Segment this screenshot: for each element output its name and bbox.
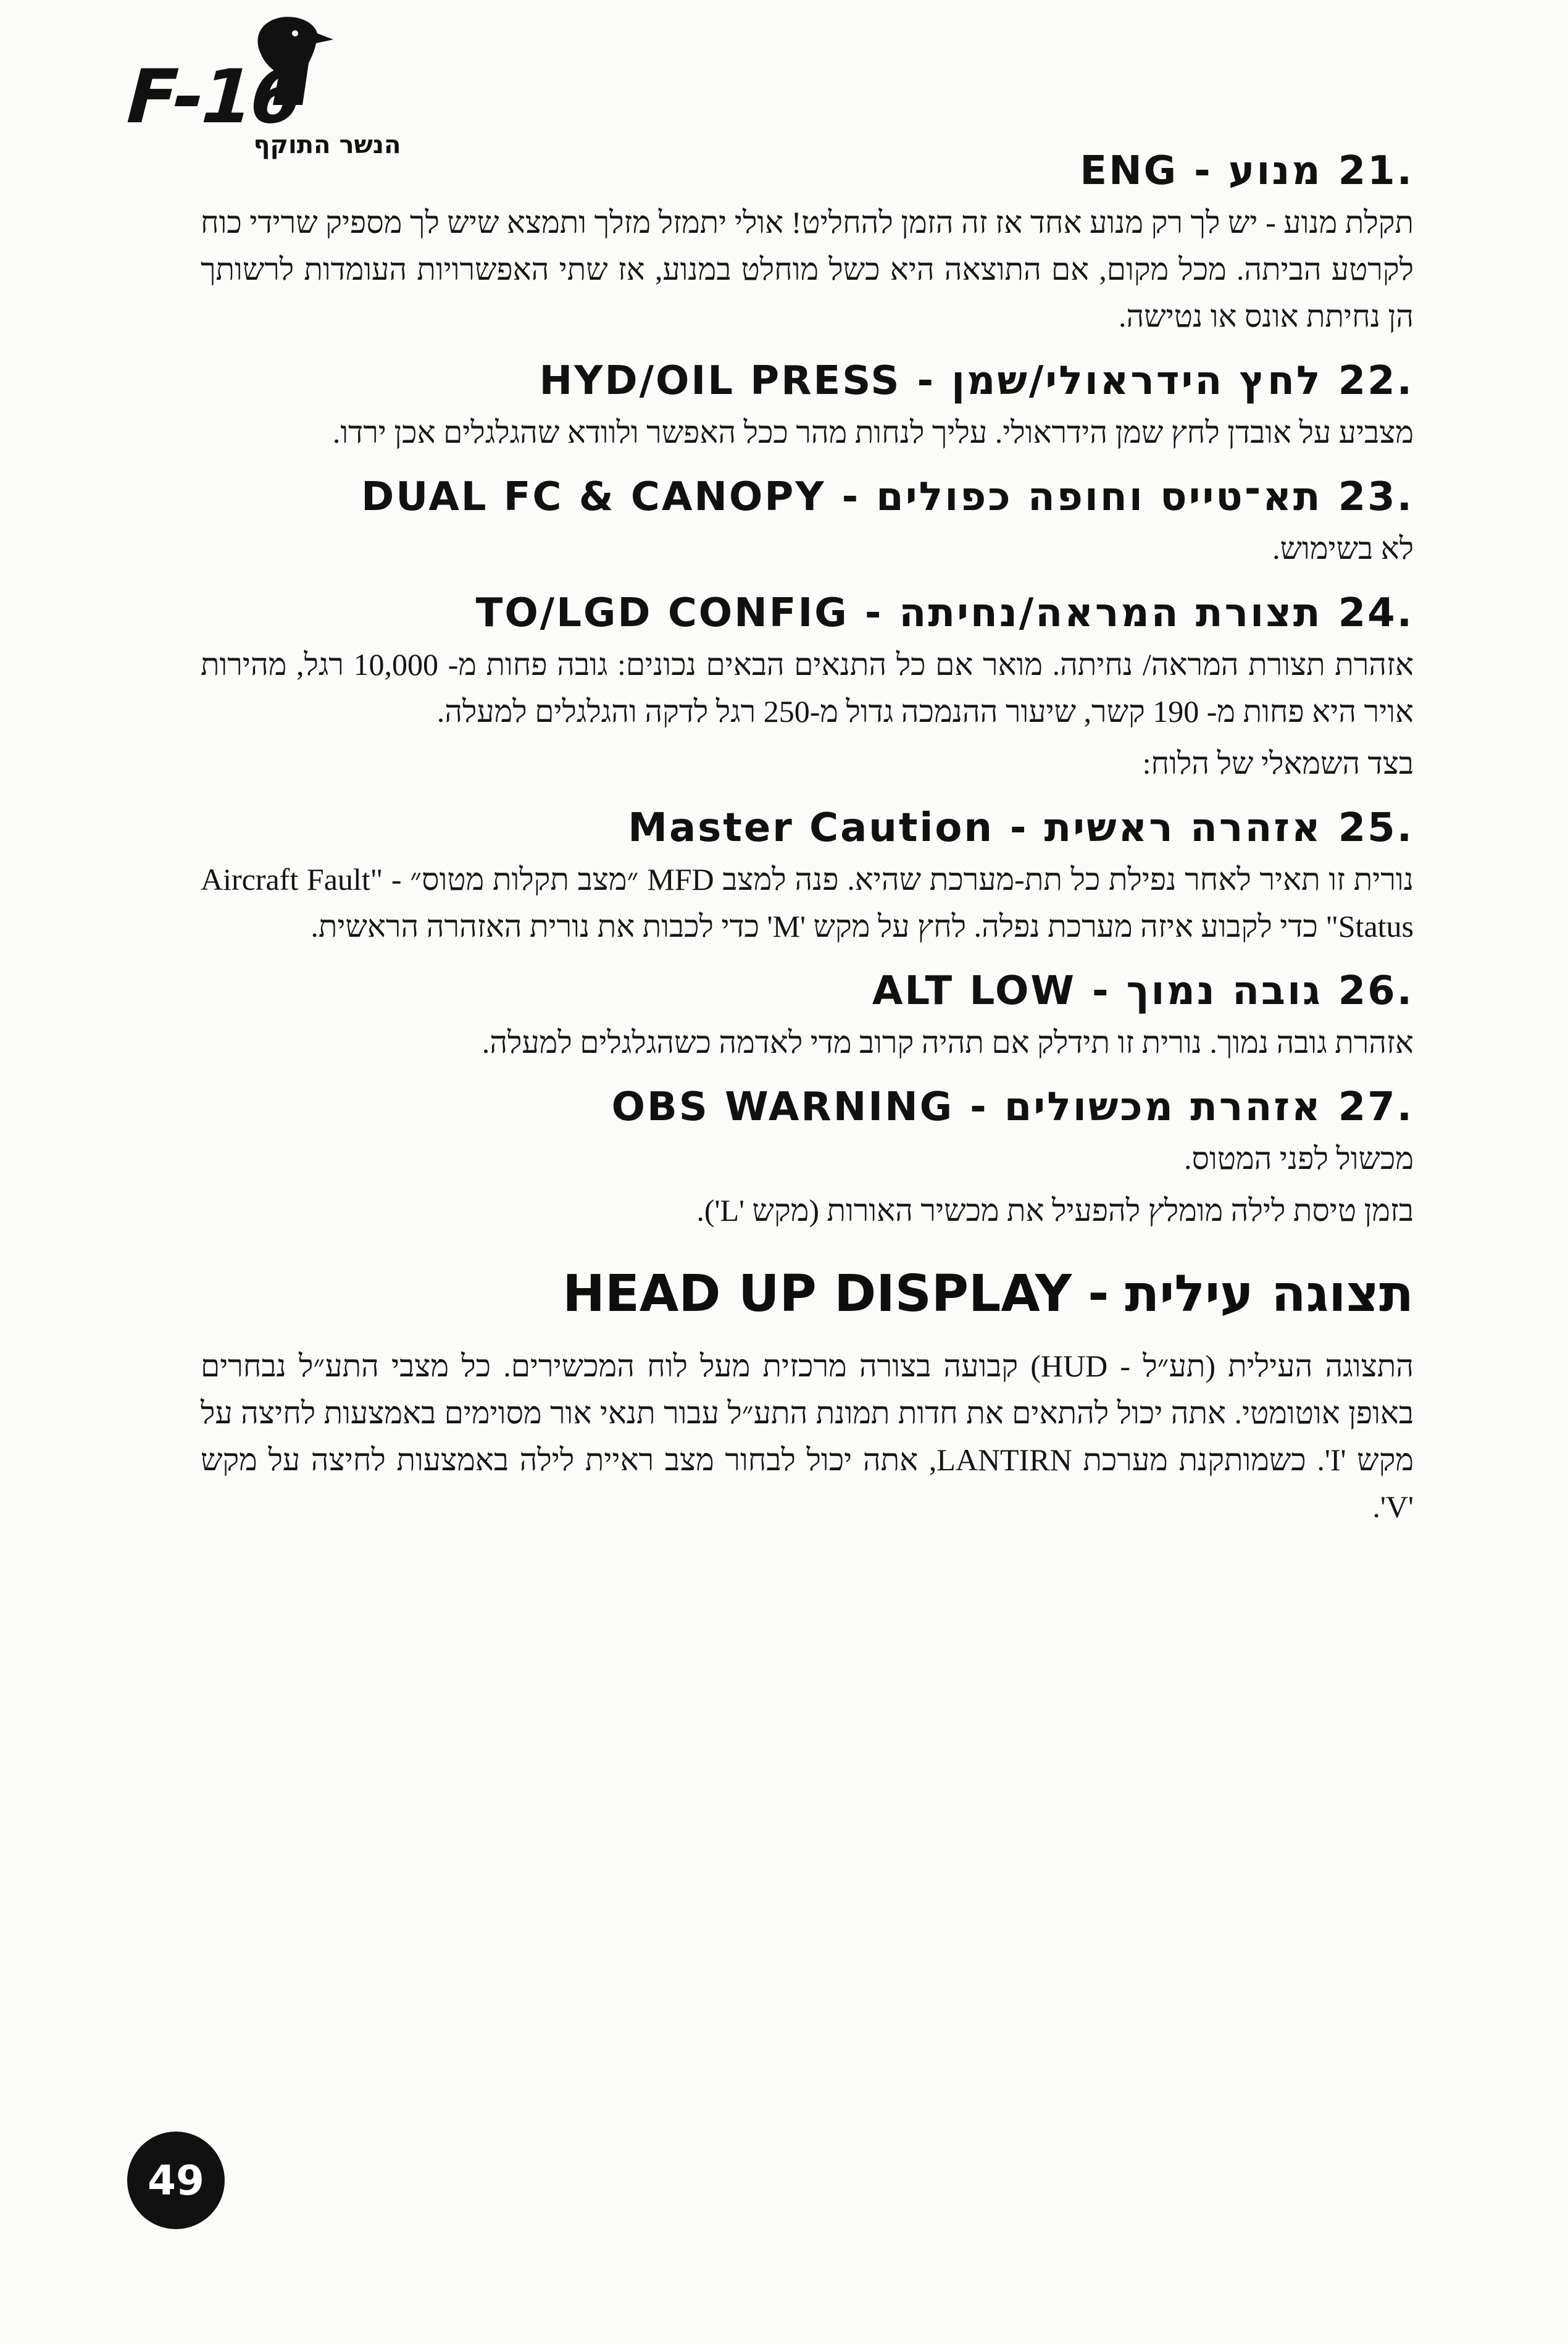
title-separator: - [970,1084,988,1130]
section-heading [201,963,1414,1019]
warning-section [201,1079,1414,1247]
section-paragraph: בצד השמאלי של הלוח: [1142,746,1414,781]
hud-title-english: HEAD UP DISPLAY [562,1265,1072,1323]
section-title-english: Master Caution [628,805,994,851]
warning-section [201,800,1414,963]
section-paragraph: לא בשימוש. [1272,531,1414,566]
section-heading [201,143,1414,199]
section-number: .24 [1338,590,1414,636]
warning-section [201,963,1414,1079]
section-title-english: DUAL FC & CANOPY [361,474,826,520]
section-heading [201,800,1414,856]
section-title-english: OBS WARNING [611,1084,954,1130]
logo-wordmark [116,54,310,140]
title-separator: - [1194,148,1212,194]
section-title-hebrew: לחץ הידראולי/שמן [951,358,1322,404]
title-separator: - [864,590,883,636]
section-title-english: ENG [1080,148,1178,194]
section-number: .21 [1338,148,1414,194]
section-heading [201,585,1414,641]
section-paragraph: נורית זו תאיר לאחר נפילת כל תת-מערכת שהיא. פנה למצב MFD ״מצב תקלות מטוס״ - "Aircraft Fault Status" כדי לקבוע איזה מערכת נפלה. לחץ על מקש 'M' כדי לכבות את נורית האזהרה הראשית. [201,862,1414,944]
hud-paragraph: התצוגה העילית (תע״ל - HUD) קבועה בצורה מרכזית מעל לוח המכשירים. כל מצבי התע״ל נבחרים באופן אוטומטי. אתה יכול להתאים את חדות תמונת התע״ל עבור תנאי אור מסוימים באמצעות לחיצה על מקש 'I'. כשמותקנת מערכת LANTIRN, אתה יכול לבחור מצב ראיית לילה באמצעות לחיצה על מקש 'V'. [201,1349,1414,1524]
section-number: .25 [1338,805,1414,851]
warning-section [201,143,1414,353]
title-separator: - [1091,968,1111,1014]
logo-text: F-16 [116,53,311,140]
section-number: .23 [1338,474,1414,520]
section-title-hebrew: גובה נמוך [1126,968,1322,1014]
section-paragraph: תקלת מנוע - יש לך רק מנוע אחד אז זה הזמן להחליט! אולי יתמזל מזלך ותמצא שיש לך מספיק שרידי כוח לקרטע הביתה. מכל מקום, אם התוצאה היא כשל מוחלט במנוע, אז שתי האפשרויות העומדות לרשותך הן נחיתת אונס או נטישה. [201,205,1414,333]
section-heading [201,1079,1414,1135]
warning-section [201,585,1414,800]
section-title-hebrew: מנוע [1228,148,1322,194]
f16-logo [99,12,469,161]
section-number: .27 [1338,1084,1414,1130]
hud-title-hebrew: תצוגה עילית [1125,1265,1414,1323]
hud-heading [201,1258,1414,1330]
page-number: 49 [148,2156,204,2204]
logo-subtitle: הנשר התוקף [253,131,401,159]
section-title-hebrew: תצורת המראה/נחיתה [899,590,1322,636]
page-content [201,143,1414,1535]
title-separator: - [1088,1265,1109,1323]
section-heading [201,353,1414,409]
section-title-hebrew: אזהרה ראשית [1044,805,1322,851]
section-title-english: ALT LOW [872,968,1076,1014]
section-title-hebrew: אזהרת מכשולים [1004,1084,1322,1130]
section-title-english: TO/LGD CONFIG [475,590,849,636]
section-paragraph: מכשול לפני המטוס. [1184,1141,1414,1176]
section-number: .26 [1338,968,1414,1014]
title-separator: - [841,474,861,520]
section-title-english: HYD/OIL PRESS [539,358,901,404]
warning-section [201,469,1414,585]
section-paragraph: אזהרת תצורת המראה/ נחיתה. מואר אם כל התנאים הבאים נכונים: גובה פחות מ- 10,000 רגל, מהירות אויר היא פחות מ- 190 קשר, שיעור ההנמכה גדול מ-250 רגל לדקה והגלגלים למעלה. [201,647,1414,729]
warning-section [201,353,1414,469]
section-heading [201,469,1414,525]
title-separator: - [917,358,936,404]
section-paragraph: מצביע על אובדן לחץ שמן הידראולי. עליך לנחות מהר ככל האפשר ולוודא שהגלגלים אכן ירדו. [332,415,1414,450]
section-number: .22 [1338,358,1414,404]
title-separator: - [1009,805,1028,851]
section-title-hebrew: תא־טייס וחופה כפולים [876,474,1322,520]
page-number-badge [127,2132,225,2229]
section-paragraph: אזהרת גובה נמוך. נורית זו תידלק אם תהיה קרוב מדי לאדמה כשהגלגלים למעלה. [482,1025,1414,1060]
section-paragraph: בזמן טיסת לילה מומלץ להפעיל את מכשיר האורות (מקש 'L'). [696,1193,1414,1228]
